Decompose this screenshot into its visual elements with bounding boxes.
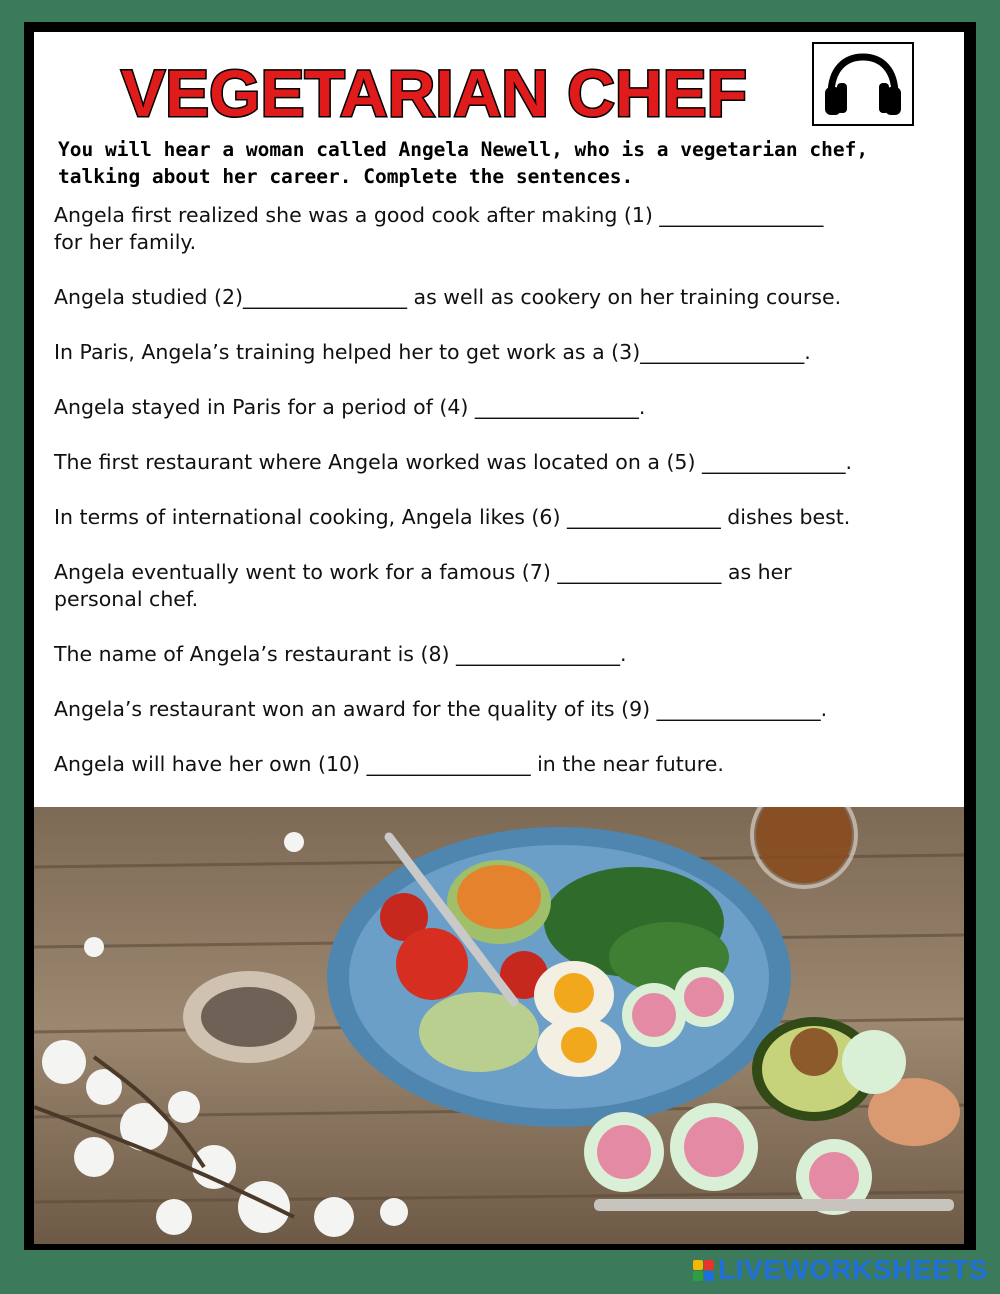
liveworksheets-brand[interactable] [693, 1253, 988, 1287]
page-title [109, 50, 759, 130]
worksheet-page [34, 32, 964, 1244]
liveworksheets-logo-icon [693, 1260, 714, 1281]
question-5[interactable]: The first restaurant where Angela worked was located on a (5) ______________. [54, 450, 853, 474]
question-2[interactable]: Angela studied (2)________________ as well as cookery on her training course. [54, 285, 842, 309]
audio-button[interactable] [812, 42, 914, 126]
question-4[interactable]: Angela stayed in Paris for a period of (4) ________________. [54, 395, 646, 419]
question-3[interactable]: In Paris, Angela’s training helped her to get work as a (3)________________. [54, 340, 811, 364]
question-10[interactable]: Angela will have her own (10) ________________ in the near future. [54, 752, 724, 776]
instructions: You will hear a woman called Angela Newell, who is a vegetarian chef, talking about her career. Complete the sentences. [58, 138, 869, 188]
question-1[interactable]: Angela first realized she was a good cook after making (1) ________________ for her family. [54, 203, 824, 254]
question-9[interactable]: Angela’s restaurant won an award for the quality of its (9) ________________. [54, 697, 828, 721]
title-svg [109, 50, 759, 130]
headphones-icon [821, 51, 905, 117]
title-text: VEGETARIAN CHEF [121, 56, 747, 130]
brand-name: LIVEWORKSHEETS [718, 1254, 988, 1285]
question-6[interactable]: In terms of international cooking, Angela likes (6) _______________ dishes best. [54, 505, 851, 529]
vegetarian-meal-photo [34, 807, 964, 1244]
question-7[interactable]: Angela eventually went to work for a famous (7) ________________ as her personal chef. [54, 560, 792, 611]
question-8[interactable]: The name of Angela’s restaurant is (8) ________________. [54, 642, 627, 666]
meal-illustration [34, 807, 964, 1244]
